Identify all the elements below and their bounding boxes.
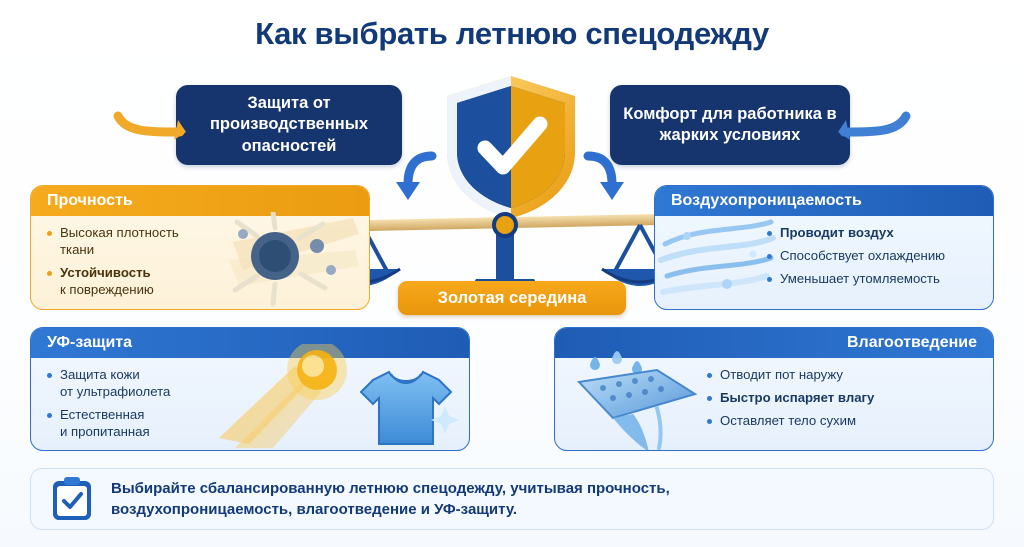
bullet-line: Уменьшает утомляемость — [780, 270, 940, 286]
clipboard-check-icon — [51, 476, 93, 522]
arrow-left-to-durability — [108, 98, 186, 158]
card-uv-protection-bullets — [45, 367, 455, 441]
bullet-line: Оставляет тело сухим — [720, 412, 857, 428]
card-moisture-wicking — [554, 327, 994, 451]
card-moisture-wicking-title: Влагоотведение — [555, 328, 993, 358]
card-breathability — [654, 185, 994, 310]
list-item — [45, 225, 355, 259]
card-breathability-title: Воздухопроницаемость — [655, 186, 993, 216]
list-item — [705, 390, 979, 407]
bullet-line: ткани — [60, 241, 95, 257]
bullet-line: Защита кожи — [60, 367, 140, 382]
footer-text — [111, 478, 670, 520]
bullet-line: Высокая плотность — [60, 225, 179, 240]
list-item — [765, 248, 979, 265]
water-droplets-fabric-icon — [561, 348, 711, 451]
card-uv-protection-title: УФ-защита — [31, 328, 469, 358]
card-moisture-wicking-bullets — [705, 367, 979, 430]
bullet-line: Отводит пот наружу — [720, 367, 843, 382]
bullet-line: Устойчивость — [60, 264, 151, 280]
footer-line-2: воздухопроницаемость, влагоотведение и УФ-защиту. — [111, 501, 518, 518]
bullet-line: Быстро испаряет влагу — [720, 389, 875, 405]
list-item — [705, 413, 979, 430]
footer-summary — [30, 468, 994, 530]
bullet-line: от ультрафиолета — [60, 383, 171, 399]
card-breathability-bullets — [765, 225, 979, 288]
page-title: Как выбрать летнюю спецодежду — [255, 16, 769, 51]
card-uv-protection — [30, 327, 470, 451]
list-item — [45, 407, 455, 441]
card-durability-bullets — [45, 225, 355, 299]
bullet-line: Проводит воздух — [780, 225, 894, 240]
pill-protection: Защита от производственных опасностей — [176, 85, 402, 165]
bullet-line: к повреждению — [60, 281, 154, 297]
air-flow-icon — [657, 214, 777, 310]
card-durability — [30, 185, 370, 310]
list-item — [45, 367, 455, 401]
footer-line-1: Выбирайте сбалансированную летнюю спецодежду, учитывая прочность, — [111, 480, 670, 497]
golden-middle-label: Золотая середина — [398, 281, 626, 315]
bullet-line: Способствует охлаждению — [780, 247, 946, 263]
list-item — [765, 271, 979, 288]
list-item — [705, 367, 979, 384]
bullet-line: и пропитанная — [60, 423, 150, 439]
bullet-line: Естественная — [60, 406, 145, 422]
pill-comfort: Комфорт для работника в жарких условиях — [610, 85, 850, 165]
list-item — [765, 225, 979, 242]
arrow-right-to-breathability — [838, 98, 916, 158]
list-item — [45, 265, 355, 299]
card-durability-title: Прочность — [31, 186, 369, 216]
